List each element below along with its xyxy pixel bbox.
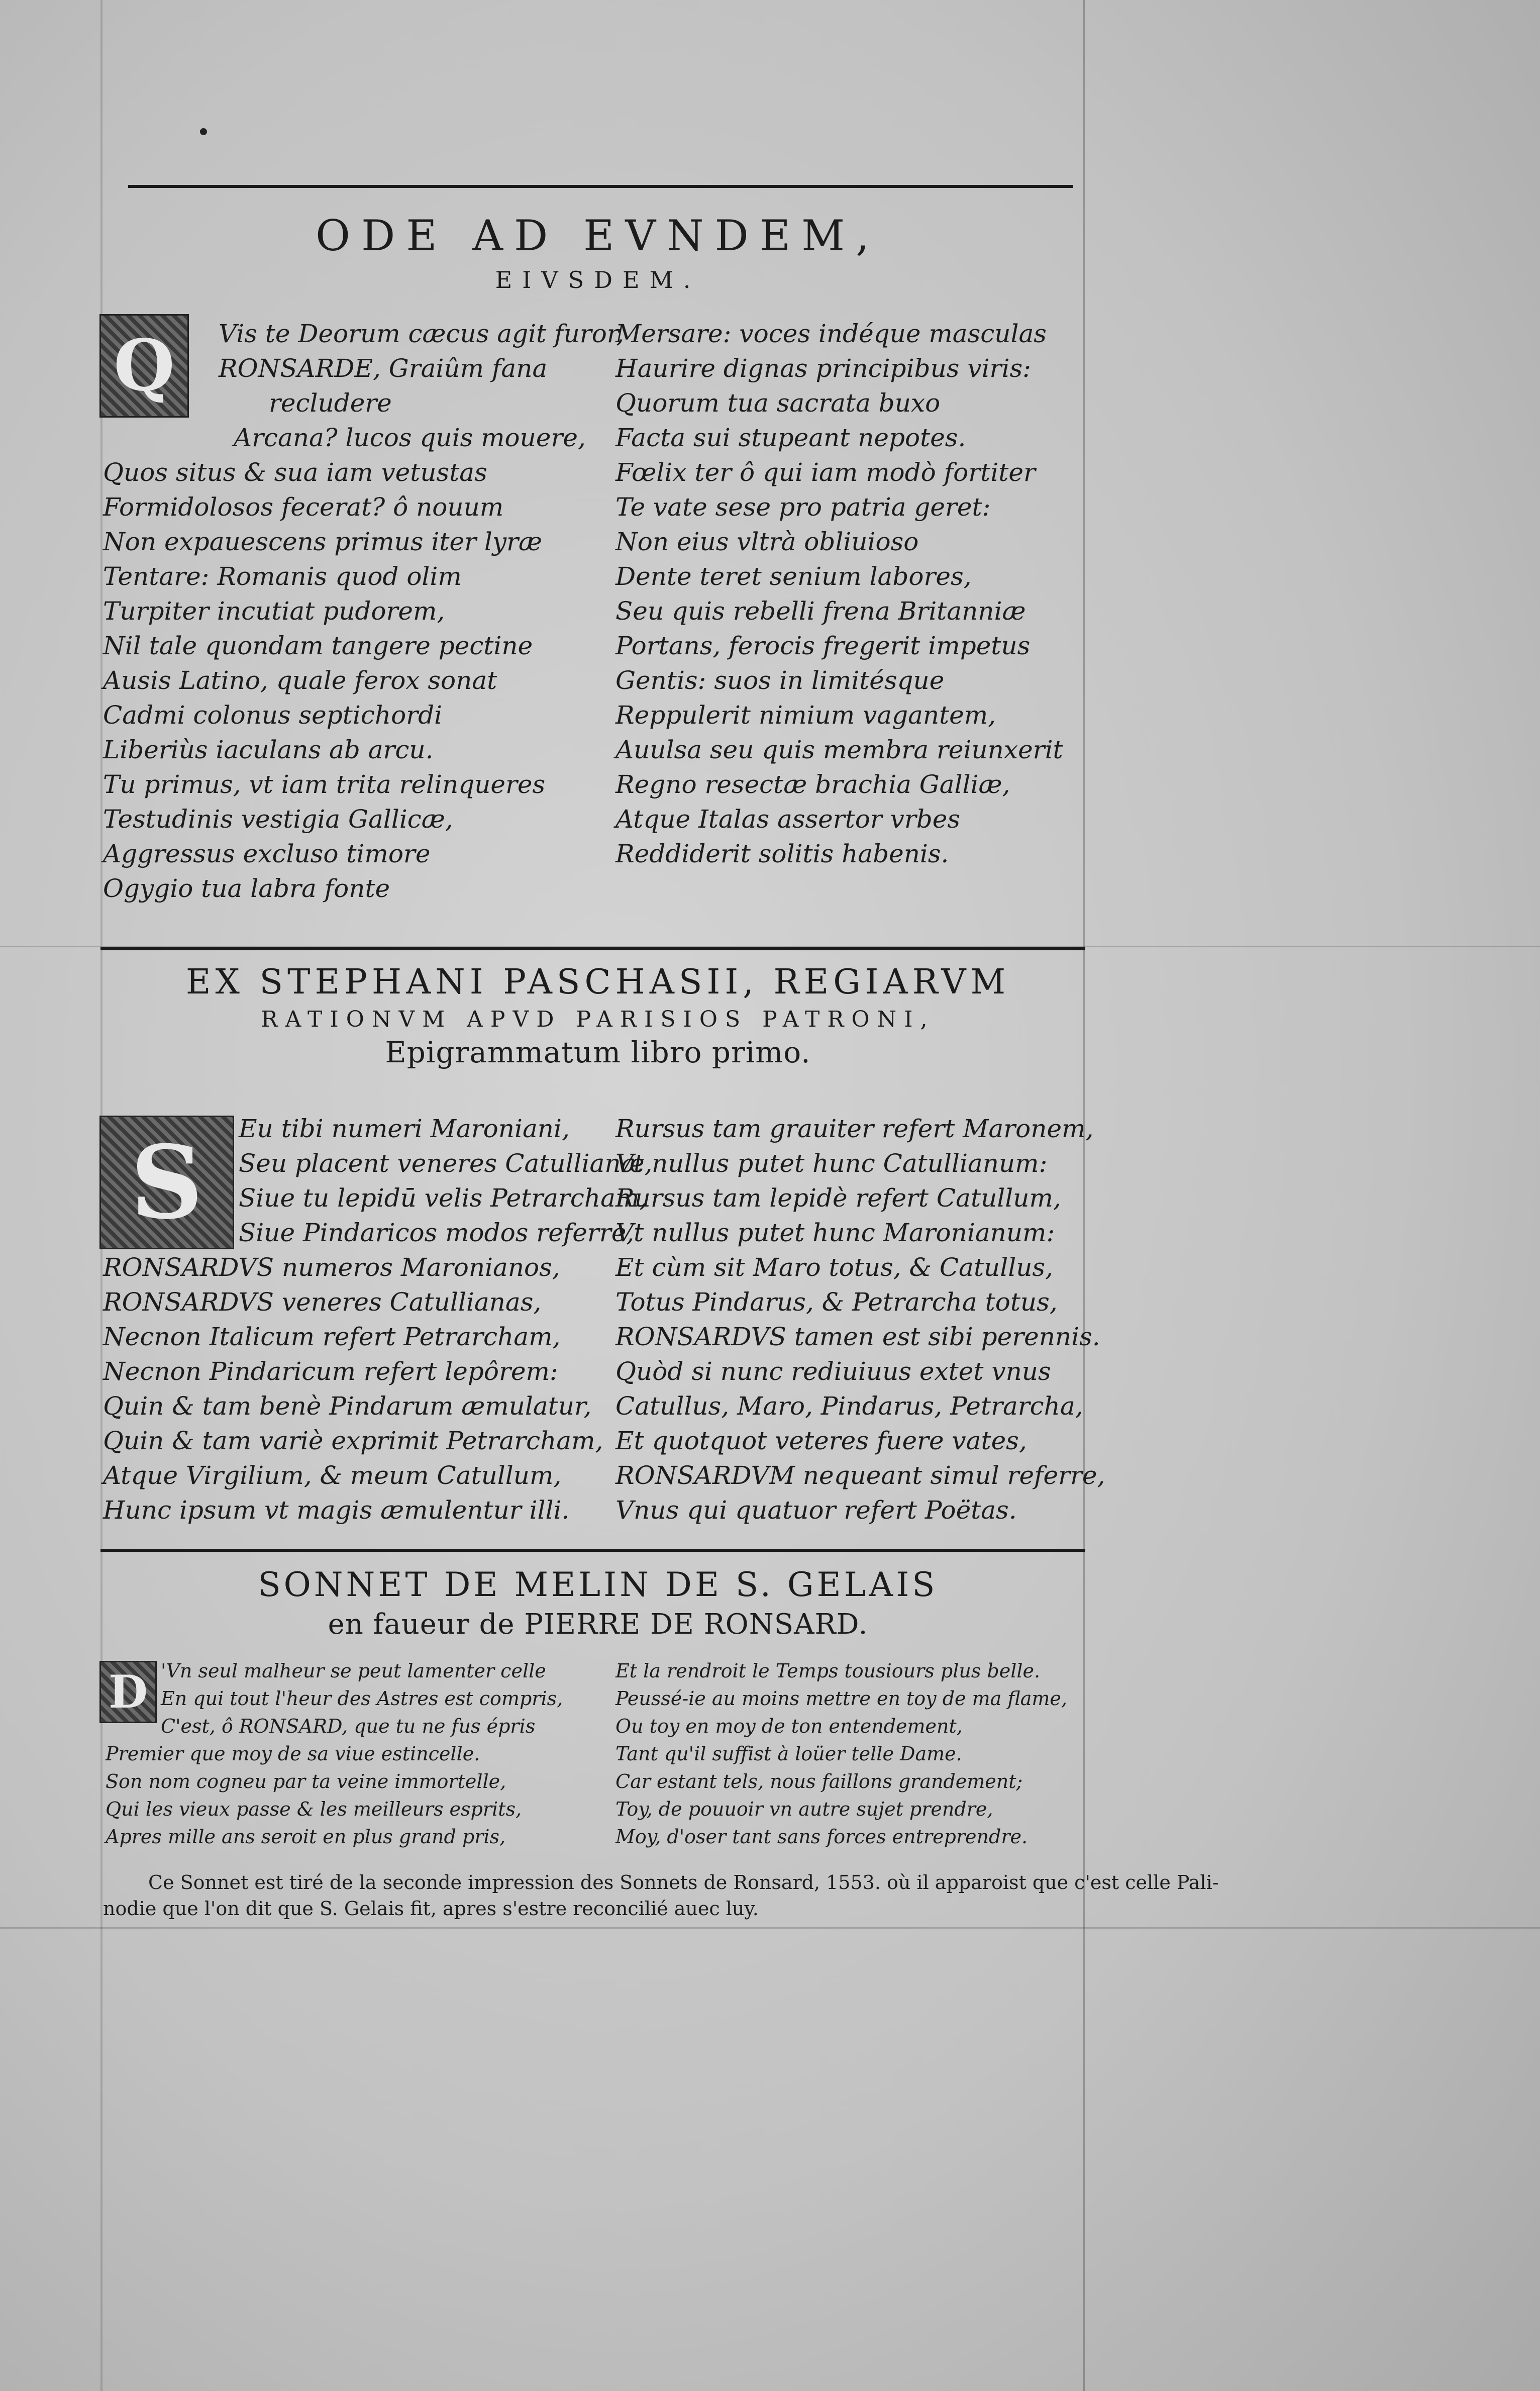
verse-line: Tu primus, vt iam trita relinqueres <box>103 770 546 799</box>
verse-line: Tentare: Romanis quod olim <box>103 562 462 591</box>
sonnet-left-column <box>106 1657 563 1851</box>
verse-line: Quin & tam variè exprimit Petrarcham, <box>103 1426 603 1455</box>
verse-line: Atque Virgilium, & meum Catullum, <box>103 1461 562 1490</box>
epigram-left-column <box>103 1112 652 1528</box>
verse-line: Et la rendroit le Temps tousiours plus belle. <box>615 1660 1041 1682</box>
sonnet-drop-cap: D <box>99 1661 157 1723</box>
verse-line: Et quotquot veteres fuere vates, <box>615 1426 1027 1455</box>
verse-line: Fœlix ter ô qui iam modò fortiter <box>615 458 1036 487</box>
verse-line: Reddiderit solitis habenis. <box>615 839 949 868</box>
verse-line: Reppulerit nimium vagantem, <box>615 701 996 730</box>
fold-line-horizontal-lower <box>0 1927 1540 1929</box>
verse-line: Apres mille ans seroit en plus grand pris, <box>106 1826 506 1848</box>
epigram-right-column <box>615 1112 1105 1528</box>
verse-line: Te vate sese pro patria geret: <box>615 492 991 522</box>
verse-line: Testudinis vestigia Gallicæ, <box>103 805 453 834</box>
verse-line: Siue tu lepidū velis Petrarcham, <box>239 1183 648 1213</box>
verse-line: Quorum tua sacrata buxo <box>615 388 941 418</box>
verse-line: Liberiùs iaculans ab arcu. <box>103 735 434 764</box>
ode-title: ODE AD EVNDEM, <box>316 211 880 260</box>
epigram-subtitle-2: Epigrammatum libro primo. <box>385 1035 811 1069</box>
verse-line: Atque Italas assertor vrbes <box>615 805 961 834</box>
verse-line: RONSARDVS tamen est sibi perennis. <box>615 1322 1100 1351</box>
verse-line: Rursus tam lepidè refert Catullum, <box>615 1183 1061 1213</box>
epigram-title: EX STEPHANI PASCHASII, REGIARVM <box>185 962 1010 1002</box>
verse-line: Totus Pindarus, & Petrarcha totus, <box>615 1287 1058 1317</box>
verse-line: Tant qu'il suffist à loüer telle Dame. <box>615 1743 962 1765</box>
verse-line: Toy, de pouuoir vn autre sujet prendre, <box>615 1798 993 1820</box>
verse-line: Arcana? lucos quis mouere, <box>234 423 586 452</box>
verse-line: Vis te Deorum cæcus agit furor, <box>219 319 625 348</box>
ode-drop-cap: Q <box>99 314 189 418</box>
verse-line: Rursus tam grauiter refert Maronem, <box>615 1114 1094 1143</box>
verse-line: Eu tibi numeri Maroniani, <box>239 1114 570 1143</box>
section-rule-2 <box>100 1549 1085 1552</box>
verse-line: C'est, ô RONSARD, que tu ne fus épris <box>161 1715 536 1737</box>
verse-line: Quòd si nunc rediuiuus extet vnus <box>615 1357 1051 1386</box>
verse-line: Moy, d'oser tant sans forces entreprendre. <box>615 1826 1028 1848</box>
sonnet-title: SONNET DE MELIN DE S. GELAIS <box>258 1565 938 1604</box>
verse-line: Nil tale quondam tangere pectine <box>103 631 533 660</box>
verse-line: Et cùm sit Maro totus, & Catullus, <box>615 1253 1053 1282</box>
verse-line: Qui les vieux passe & les meilleurs esprits, <box>106 1798 522 1820</box>
verse-line: Ou toy en moy de ton entendement, <box>615 1715 963 1737</box>
verse-line: Mersare: voces indéque masculas <box>615 319 1047 348</box>
sonnet-subtitle: en faueur de PIERRE DE RONSARD. <box>328 1608 868 1641</box>
verse-line: Facta sui stupeant nepotes. <box>615 423 966 452</box>
verse-line: RONSARDVS veneres Catullianas, <box>103 1287 542 1317</box>
verse-line: Ogygio tua labra fonte <box>103 874 390 903</box>
verse-line: Seu quis rebelli frena Britanniæ <box>615 596 1026 626</box>
verse-line: Portans, ferocis fregerit impetus <box>615 631 1031 660</box>
epigram-drop-cap: S <box>99 1116 234 1249</box>
verse-line: Seu placent veneres Catullianæ, <box>239 1149 653 1178</box>
verse-line: RONSARDVS numeros Maronianos, <box>103 1253 560 1282</box>
verse-line: Formidolosos fecerat? ô nouum <box>103 492 504 522</box>
verse-line: Peussé-ie au moins mettre en toy de ma flame, <box>615 1687 1067 1710</box>
verse-line: Premier que moy de sa viue estincelle. <box>106 1743 480 1765</box>
verse-line: Quin & tam benè Pindarum æmulatur, <box>103 1391 592 1421</box>
verse-line: Car estant tels, nous faillons grandement; <box>615 1770 1023 1792</box>
verse-line: RONSARDVM nequeant simul referre, <box>615 1461 1105 1490</box>
verse-line: Necnon Pindaricum refert lepôrem: <box>103 1357 558 1386</box>
verse-line: Vt nullus putet hunc Catullianum: <box>615 1149 1048 1178</box>
verse-line: Auulsa seu quis membra reiunxerit <box>615 735 1063 764</box>
verse-line: Ausis Latino, quale ferox sonat <box>103 666 497 695</box>
section-rule-1 <box>100 947 1085 950</box>
verse-line: Hunc ipsum vt magis æmulentur illi. <box>103 1496 570 1525</box>
verse-line: Cadmi colonus septichordi <box>103 701 443 730</box>
top-rule <box>128 185 1073 188</box>
verse-line: Non expauescens primus iter lyræ <box>103 527 543 556</box>
verse-line: RONSARDE, Graiûm fana <box>219 354 548 383</box>
verse-line: Necnon Italicum refert Petrarcham, <box>103 1322 561 1351</box>
verse-line: 'Vn seul malheur se peut lamenter celle <box>161 1660 546 1682</box>
epigram-subtitle: RATIONVM APVD PARISIOS PATRONI, <box>261 1007 935 1032</box>
verse-line: Quos situs & sua iam vetustas <box>103 458 487 487</box>
verse-line: Catullus, Maro, Pindarus, Petrarcha, <box>615 1391 1083 1421</box>
verse-line: Haurire dignas principibus viris: <box>615 354 1031 383</box>
verse-line: En qui tout l'heur des Astres est compris, <box>161 1687 563 1710</box>
verse-line: recludere <box>269 388 392 418</box>
verse-line: Turpiter incutiat pudorem, <box>103 596 445 626</box>
verse-line: Non eius vltrà obliuioso <box>615 527 919 556</box>
ink-spot <box>200 128 207 135</box>
ode-right-column <box>615 317 1063 871</box>
verse-line: Dente teret senium labores, <box>615 562 972 591</box>
ode-left-column <box>103 317 624 906</box>
verse-line: Aggressus excluso timore <box>103 839 431 868</box>
verse-line: Vnus qui quatuor refert Poëtas. <box>615 1496 1017 1525</box>
sonnet-note-line-2: nodie que l'on dit que S. Gelais fit, apres s'estre reconcilié auec luy. <box>103 1898 759 1920</box>
verse-line: Vt nullus putet hunc Maronianum: <box>615 1218 1055 1247</box>
verse-line: Gentis: suos in limitésque <box>615 666 945 695</box>
verse-line: Regno resectæ brachia Galliæ, <box>615 770 1010 799</box>
ode-subtitle: EIVSDEM. <box>495 266 701 293</box>
verse-line: Son nom cogneu par ta veine immortelle, <box>106 1770 506 1792</box>
sonnet-note-line-1: Ce Sonnet est tiré de la seconde impression des Sonnets de Ronsard, 1553. où il apparoist que c'est celle Pali- <box>148 1871 1219 1894</box>
sonnet-right-column <box>615 1657 1067 1851</box>
verse-line: Siue Pindaricos modos referre, <box>239 1218 635 1247</box>
